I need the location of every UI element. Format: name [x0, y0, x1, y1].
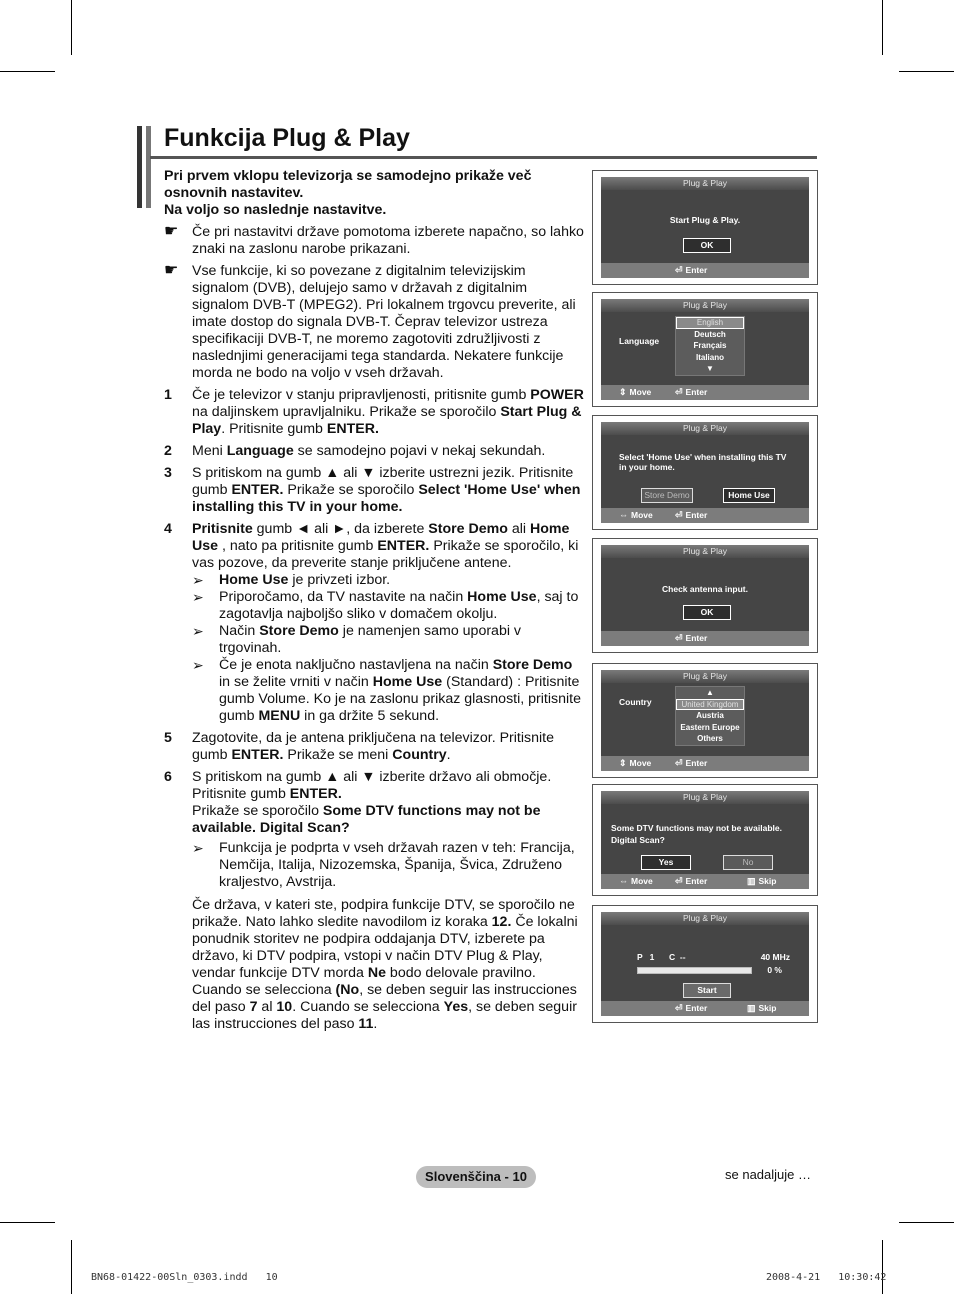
step-text: MENU [258, 708, 301, 724]
step-text: Start Plug & Play [192, 404, 582, 437]
step-text: ENTER. [231, 482, 284, 498]
osd-screen-home-use [592, 415, 818, 530]
page-number-badge: Slovenščina - 10 [416, 1166, 536, 1188]
step-6 [164, 769, 584, 837]
osd-panel [601, 791, 809, 889]
step-text: Funkcija je podprta v vseh državah razen v teh: Francija, Nemčija, Italija, Nizozemska, Španija, Švica, Združeno kraljestvo, Avstrija. [219, 840, 575, 890]
enter-icon: ⏎ [675, 876, 683, 886]
step-text: in se želite vrniti v način [219, 674, 373, 690]
step-text: Zagotovite, da je antena priključena na televizor. Pritisnite gumb [192, 730, 554, 763]
step-4 [164, 521, 584, 572]
step-text: al [257, 999, 277, 1015]
step-text: , saj to zagotavlja najboljšo sliko v domačem okolju. [219, 589, 579, 622]
step-text: Prikaže se sporočilo [283, 482, 419, 498]
osd-body [601, 804, 809, 874]
title-rule [150, 156, 817, 159]
step-number: 5 [164, 730, 172, 746]
language-list [675, 316, 745, 376]
start-button[interactable]: Start [683, 983, 731, 998]
step-number: 4 [164, 521, 172, 537]
osd-screen-start [592, 170, 818, 285]
crop-mark [899, 71, 954, 72]
osd-title: Plug & Play [601, 545, 809, 558]
osd-body [601, 683, 809, 756]
language-option[interactable]: Italiano [695, 352, 724, 362]
osd-panel [601, 422, 809, 523]
enter-icon: ⏎ [675, 1003, 683, 1013]
up-down-icon: ⇕ [619, 758, 627, 768]
scroll-up-icon[interactable]: ▲ [706, 688, 714, 697]
scroll-down-icon[interactable]: ▼ [706, 364, 714, 373]
sub-note [192, 840, 584, 891]
osd-footer-enter [675, 874, 707, 889]
step-text: 7 [249, 999, 258, 1015]
step-text: ali [507, 521, 530, 537]
osd-screen-scanning [592, 905, 818, 1023]
left-right-icon: ⇔ [619, 876, 628, 886]
step-text: . Pritisnite gumb [221, 421, 327, 437]
channel-number: C -- [669, 952, 686, 962]
up-down-icon: ⇕ [619, 387, 627, 397]
step-text: S pritiskom na gumb ▲ ali ▼ izberite državo ali območje. Pritisnite gumb [192, 769, 552, 802]
enter-icon: ⏎ [675, 633, 683, 643]
title-decoration [146, 126, 151, 208]
language-option[interactable]: Français [693, 341, 727, 350]
intro-line: Pri prvem vklopu televizorja se samodejno prikaže več osnovnih nastavitev. [164, 168, 532, 201]
step-text: bodo delovale pravilno. Cuando se selecciona [192, 965, 536, 998]
osd-footer [601, 385, 809, 400]
osd-message: Some DTV functions may not be available. Digital Scan? [611, 823, 782, 845]
osd-screen-language [592, 292, 818, 407]
osd-footer [601, 508, 809, 523]
step-6-paragraph [164, 897, 584, 1033]
note [164, 224, 584, 258]
step-5 [164, 730, 584, 764]
step-text: Store Demo [259, 623, 339, 639]
step-text: in ga držite 5 sekund [300, 708, 436, 724]
continued-note: se nadaljuje … [725, 1167, 811, 1182]
step-text: , nato pa pritisnite gumb [218, 538, 378, 554]
country-option[interactable]: Others [697, 734, 723, 743]
osd-footer-move [619, 874, 653, 889]
osd-footer-label: Skip [758, 876, 777, 886]
osd-footer-enter [675, 385, 707, 400]
step-text: Store Demo [492, 657, 573, 673]
osd-footer-move [619, 508, 653, 523]
enter-icon: ⏎ [675, 758, 683, 768]
step-text: , se deben seguir las instrucciones del paso [192, 982, 577, 1015]
left-right-icon: ⇔ [619, 510, 628, 520]
osd-footer-label: Enter [685, 758, 708, 768]
osd-title: Plug & Play [601, 177, 809, 190]
step-text: ENTER. [231, 747, 284, 763]
step-text: Some DTV functions may not be available. Digital Scan? [192, 803, 541, 836]
skip-icon: ▥ [747, 876, 756, 886]
crop-mark [882, 0, 883, 55]
title-decoration [137, 126, 142, 208]
step-text: . [435, 708, 440, 724]
osd-message: Check antenna input. [662, 584, 748, 594]
arrow-icon: ➢ [192, 572, 204, 588]
step-text: 12. [491, 914, 512, 930]
step-text: Language [226, 443, 294, 459]
step-text: Select 'Home Use' when installing this TV in your home. [192, 482, 581, 515]
intro-line: Na voljo so naslednje nastavitve. [164, 202, 387, 218]
osd-footer-label: Enter [685, 387, 708, 397]
osd-footer [601, 263, 809, 278]
osd-panel [601, 912, 809, 1016]
step-2 [164, 443, 584, 460]
step-text: Home Use [467, 589, 537, 605]
step-3 [164, 465, 584, 516]
step-text: . [373, 1016, 378, 1032]
program-number: P 1 [637, 952, 655, 962]
osd-title: Plug & Play [601, 791, 809, 804]
osd-footer-move [619, 756, 651, 771]
osd-footer-enter [675, 631, 707, 646]
step-text: (Standard) : Pritisnite gumb Volume. Ko je na zaslonu prikaz glasnosti, pritisnite gumb [219, 674, 581, 724]
osd-footer-move [619, 385, 651, 400]
no-button[interactable]: No [723, 855, 773, 870]
step-6-note [164, 840, 584, 891]
osd-footer-label: Enter [685, 876, 708, 886]
osd-footer-enter [675, 508, 707, 523]
osd-screen-digital-scan [592, 784, 818, 896]
osd-title: Plug & Play [601, 670, 809, 683]
step-text: Meni [192, 443, 227, 459]
osd-panel [601, 177, 809, 278]
osd-panel [601, 545, 809, 646]
ok-button[interactable]: OK [683, 605, 731, 620]
osd-footer-label: Move [631, 876, 653, 886]
crop-mark [0, 1222, 55, 1223]
note [164, 263, 584, 382]
osd-footer-skip [747, 1001, 776, 1016]
note-text: Vse funkcije, ki so povezane z digitalnim televizijskim signalom (DVB), delujejo samo v državah z digitalnim signalom DVB-T (MPEG2). Pri lokalnem trgovcu preverite, ali imate dostop do signala DVB-T. Čeprav televizor ustreza specifikaciji DVB-T, ne moremo zagotoviti združljivosti z naslednjimi generacijami tega standarda. Nekatere funkcije morda ne bodo na voljo v vseh državah. [192, 263, 576, 381]
step-text: Yes [443, 999, 469, 1015]
step-text: Ne [367, 965, 386, 981]
country-option[interactable]: United Kingdom [676, 699, 744, 711]
step-text: na daljinskem upravljalniku. Prikaže se sporočilo [192, 404, 501, 420]
scan-progress-bar [637, 967, 752, 974]
hand-icon: ☛ [164, 262, 179, 279]
country-option[interactable]: Eastern Europe [680, 722, 740, 732]
step-text: Home Use [372, 674, 443, 690]
step-number: 2 [164, 443, 172, 459]
step-1 [164, 387, 584, 438]
crop-mark [899, 1222, 954, 1223]
language-option[interactable]: English [676, 317, 744, 329]
home-use-button[interactable]: Home Use [723, 488, 775, 503]
step-text: Prikaže se meni [283, 747, 393, 763]
osd-label: Country [619, 697, 652, 707]
step-text: Prikaže se sporočilo, ki vas pozove, da preverite stanje priključene antene. [192, 538, 579, 571]
osd-title: Plug & Play [601, 912, 809, 925]
step-text: . Cuando se selecciona [292, 999, 444, 1015]
step-text: . [446, 747, 451, 763]
step-text: S pritiskom na gumb ▲ ali ▼ izberite ustrezni jezik. Pritisnite gumb [192, 465, 574, 498]
crop-mark [71, 0, 72, 55]
osd-footer-skip [747, 874, 776, 889]
step-text: Način [219, 623, 260, 639]
osd-footer-label: Move [631, 510, 653, 520]
osd-footer-label: Move [629, 387, 652, 397]
note-text: Če pri nastavitvi države pomotoma izberete napačno, so lahko znaki na zaslonu narobe prikazani. [192, 224, 584, 257]
step-text: Priporočamo, da TV nastavite na način [219, 589, 468, 605]
osd-footer-enter [675, 1001, 707, 1016]
osd-body [601, 435, 809, 508]
arrow-icon: ➢ [192, 623, 204, 639]
step-number: 6 [164, 769, 172, 785]
step-text: Če je televizor v stanju pripravljenosti, pritisnite gumb [192, 387, 531, 403]
frequency-readout: 40 MHz [760, 952, 790, 962]
osd-body [601, 925, 809, 1001]
crop-mark [882, 1240, 883, 1294]
step-text: ENTER. [326, 421, 379, 437]
step-number: 3 [164, 465, 172, 481]
progress-percent: 0 % [767, 965, 782, 975]
crop-mark [0, 71, 55, 72]
osd-footer [601, 1001, 809, 1016]
osd-message: Start Plug & Play. [669, 215, 741, 225]
ok-button[interactable]: OK [683, 238, 731, 253]
step-4-notes [164, 572, 584, 725]
step-text: Če lokalni ponudnik storitev ne podpira oddajanja DTV, izberete pa državo, ki DTV podpira, vstopi v način DTV Plug & Play, vendar funkcije DTV morda [192, 914, 578, 981]
osd-label: Language [619, 336, 660, 346]
date-slug: 2008-4-21 10:30:42 [766, 1272, 887, 1283]
osd-footer [601, 631, 809, 646]
arrow-icon: ➢ [192, 657, 204, 673]
arrow-icon: ➢ [192, 840, 204, 856]
osd-footer-enter [675, 263, 707, 278]
step-text: gumb ◄ ali ►, da izberete [252, 521, 429, 537]
arrow-icon: ➢ [192, 589, 204, 605]
step-text: Pritisnite [192, 521, 253, 537]
step-text: , se deben seguir las instrucciones del paso [192, 999, 577, 1032]
page-title: Funkcija Plug & Play [164, 124, 410, 152]
osd-footer-label: Enter [685, 633, 708, 643]
step-text: je namenjen samo uporabi v trgovinah. [219, 623, 522, 656]
step-text: Če država, v kateri ste, podpira funkcije DTV, se sporočilo ne prikaže. Nato lahko sledite navodilom iz koraka [192, 897, 575, 930]
step-text: je privzeti izbor. [288, 572, 391, 588]
file-slug: BN68-01422-00Sln_0303.indd 10 [91, 1272, 278, 1283]
yes-button[interactable]: Yes [641, 855, 691, 870]
step-text: (No [335, 982, 360, 998]
step-text: ENTER. [289, 786, 342, 802]
osd-footer-label: Skip [758, 1003, 777, 1013]
sub-note [192, 623, 584, 657]
osd-title: Plug & Play [601, 299, 809, 312]
osd-body [601, 190, 809, 263]
sub-note [192, 572, 584, 589]
osd-footer [601, 874, 809, 889]
step-text: 11 [358, 1016, 374, 1032]
step-text: ENTER. [377, 538, 430, 554]
instructions [164, 168, 584, 1033]
country-list [675, 686, 745, 746]
step-text: POWER [530, 387, 584, 403]
enter-icon: ⏎ [675, 387, 683, 397]
osd-screen-antenna [592, 538, 818, 653]
crop-mark [71, 1240, 72, 1294]
osd-message: Select 'Home Use' when installing this TV in your home. [619, 452, 787, 472]
enter-icon: ⏎ [675, 510, 683, 520]
store-demo-button[interactable]: Store Demo [641, 488, 693, 503]
skip-icon: ▥ [747, 1003, 756, 1013]
step-number: 1 [164, 387, 172, 403]
step-text: Home Use [192, 521, 570, 554]
enter-icon: ⏎ [675, 265, 683, 275]
step-text: Home Use [219, 572, 289, 588]
osd-body [601, 312, 809, 385]
osd-footer-label: Enter [685, 1003, 708, 1013]
step-text: se samodejno pojavi v nekaj sekundah. [293, 443, 546, 459]
sub-note [192, 657, 584, 725]
osd-body [601, 558, 809, 631]
osd-title: Plug & Play [601, 422, 809, 435]
step-text: 10 [276, 999, 293, 1015]
step-text: Country [392, 747, 447, 763]
osd-screen-country [592, 663, 818, 778]
osd-footer-label: Enter [685, 510, 708, 520]
osd-footer-enter [675, 756, 707, 771]
osd-panel [601, 670, 809, 771]
language-option[interactable]: Deutsch [694, 329, 726, 339]
osd-footer-label: Move [629, 758, 652, 768]
step-text: Store Demo [428, 521, 508, 537]
osd-panel [601, 299, 809, 400]
hand-icon: ☛ [164, 223, 179, 240]
step-text: Če je enota naključno nastavljena na način [219, 657, 493, 673]
osd-footer-label: Enter [685, 265, 708, 275]
sub-note [192, 589, 584, 623]
country-option[interactable]: Austria [696, 711, 724, 720]
step-text: Prikaže se sporočilo [192, 803, 323, 819]
osd-footer [601, 756, 809, 771]
